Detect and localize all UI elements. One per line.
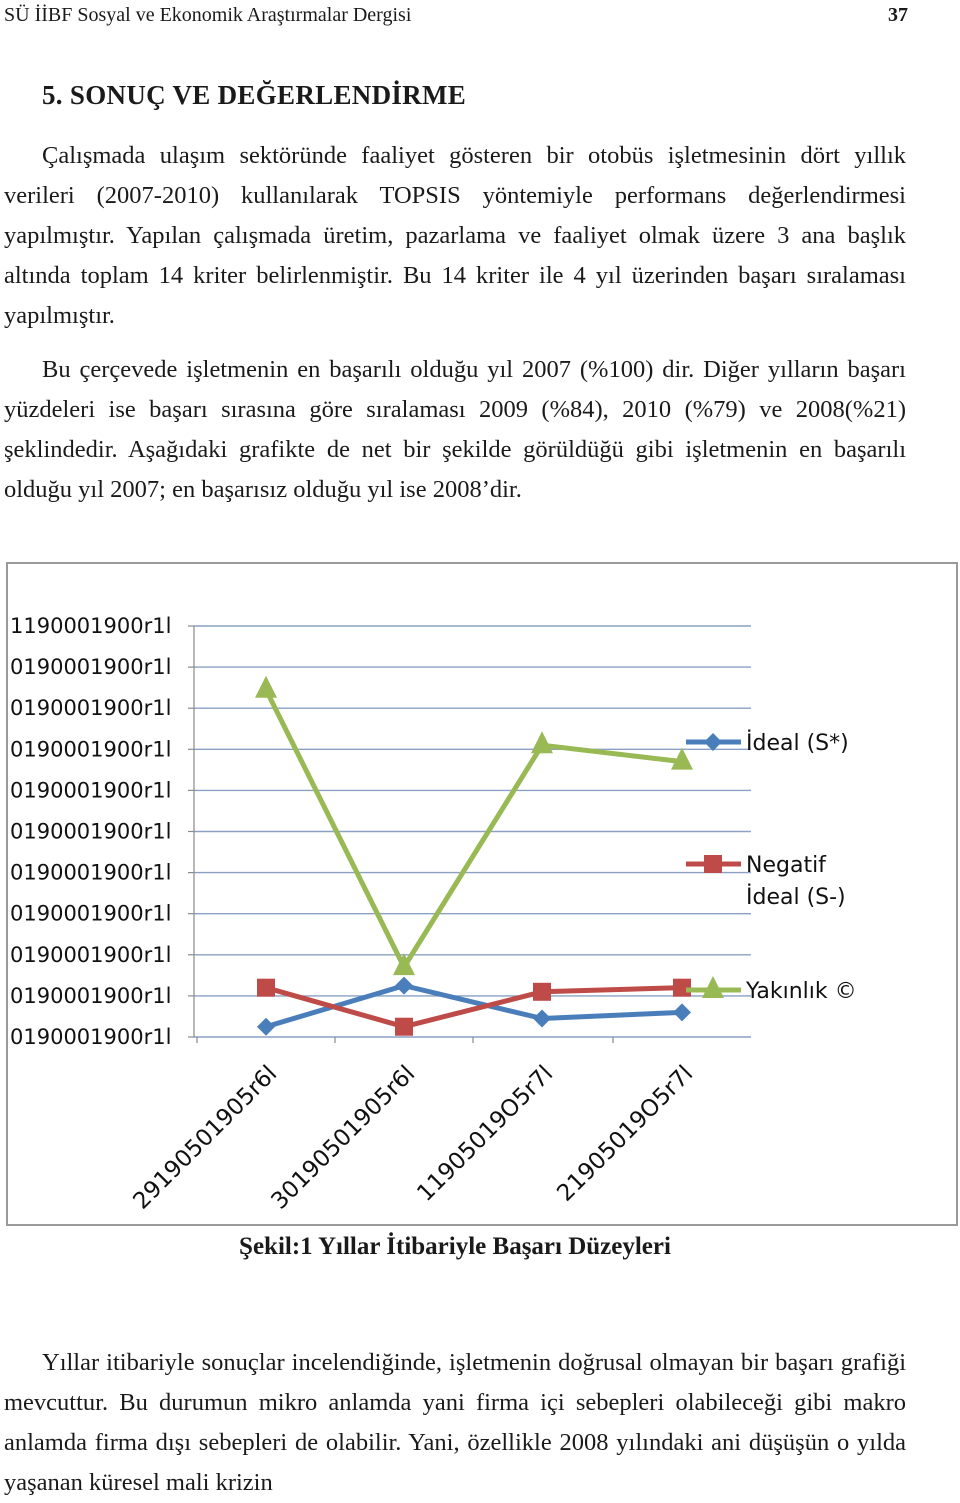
y-tick-label: 0190001900r1l bbox=[10, 860, 172, 885]
success-level-chart bbox=[6, 562, 958, 1226]
x-tick-label: 21905019O5r7l bbox=[552, 1060, 699, 1207]
paragraph-results: Bu çerçevede işletmenin en başarılı olduğu yıl 2007 (%100) dir. Diğer yılların başarı yüzdeleri ise başarı sırasına göre sıralaması 2009 (%84), 2010 (%79) ve 2008(%21) şeklindedir. Aşağıdaki grafikte de net bir şekilde görüldüğü gibi işletmenin en başarılı olduğu yıl 2007; en başarısız olduğu yıl ise 2008’dir. bbox=[4, 356, 906, 503]
legend-label: Yakınlık © bbox=[746, 979, 857, 1004]
data-point bbox=[257, 979, 275, 997]
x-tick-label: 29190501905r6l bbox=[128, 1060, 283, 1215]
journal-title: SÜ İİBF Sosyal ve Ekonomik Araştırmalar Dergisi bbox=[4, 4, 412, 26]
x-tick-label: 30190501905r6l bbox=[266, 1060, 421, 1215]
data-point bbox=[533, 983, 551, 1001]
y-tick-label: 1190001900r1l bbox=[10, 614, 172, 638]
legend-label: Negatif bbox=[746, 853, 826, 878]
y-tick-label: 0190001900r1l bbox=[10, 942, 172, 967]
y-tick-label: 0190001900r1l bbox=[10, 901, 172, 926]
legend-label: İdeal (S*) bbox=[746, 731, 849, 756]
paragraph-interpretation: Yıllar itibariyle sonuçlar incelendiğinde, işletmenin doğrusal olmayan bir başarı grafiği mevcuttur. Bu durumun mikro anlamda yani firma içi sebepleri olabileceği gibi makro anlamda firma dışı sebepleri de olabilir. Yani, özellikle 2008 yılındaki ani düşüşün o yılda yaşanan küresel mali krizin bbox=[4, 1349, 906, 1496]
y-tick-label: 0190001900r1l bbox=[10, 655, 172, 680]
y-tick-label: 0190001900r1l bbox=[10, 696, 172, 721]
y-tick-label: 0190001900r1l bbox=[10, 983, 172, 1008]
y-tick-label: 0190001900r1l bbox=[10, 737, 172, 762]
legend-label: İdeal (S-) bbox=[746, 885, 846, 910]
x-tick-label: 11905019O5r7l bbox=[412, 1060, 559, 1207]
y-tick-label: 0190001900r1l bbox=[10, 1025, 172, 1049]
section-heading: 5. SONUÇ VE DEĞERLENDİRME bbox=[42, 80, 467, 110]
figure-caption: Şekil:1 Yıllar İtibariyle Başarı Düzeyleri bbox=[239, 1233, 671, 1260]
legend-marker bbox=[704, 855, 722, 873]
data-point bbox=[395, 1018, 413, 1036]
y-tick-label: 0190001900r1l bbox=[10, 778, 172, 803]
y-tick-label: 0190001900r1l bbox=[10, 819, 172, 844]
paragraph-summary: Çalışmada ulaşım sektöründe faaliyet gösteren bir otobüs işletmesinin dört yıllık verileri (2007-2010) kullanılarak TOPSIS yöntemiyle performans değerlendirmesi yapılmıştır. Yapılan çalışmada üretim, pazarlama ve faaliyet olmak üzere 3 ana başlık altında toplam 14 kriter belirlenmiştir. Bu 14 kriter ile 4 yıl üzerinden başarı sıralaması yapılmıştır. bbox=[4, 142, 906, 329]
page-number: 37 bbox=[888, 4, 908, 26]
